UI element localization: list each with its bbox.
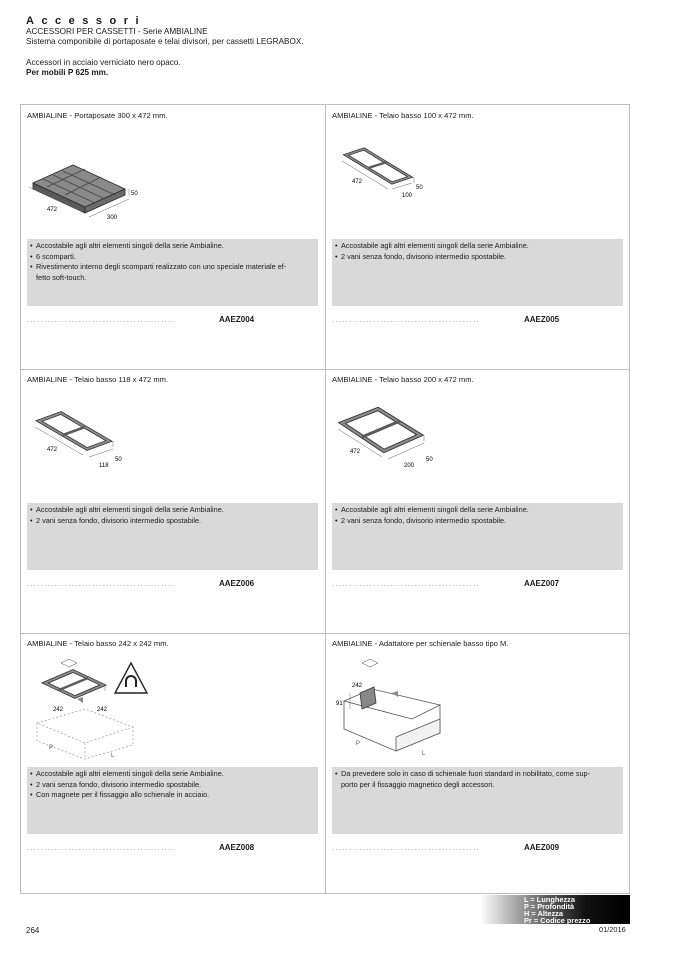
product-title: AMBIALINE - Telaio basso 242 x 242 mm. bbox=[27, 639, 169, 648]
product-code-row bbox=[27, 315, 257, 324]
dimension-label: 118 bbox=[99, 463, 109, 469]
product-card-aaez008 bbox=[21, 633, 326, 897]
feature-item: • Accostabile agli altri elementi singoli della serie Ambialine. bbox=[335, 505, 619, 516]
leader-dots: ........................................... bbox=[27, 317, 176, 324]
dimension-label: 50 bbox=[416, 185, 423, 191]
depth-note: Per mobili P 625 mm. bbox=[26, 68, 109, 78]
dimension-label: 50 bbox=[131, 191, 138, 197]
product-code: AAEZ005 bbox=[524, 315, 560, 324]
feature-list bbox=[27, 767, 318, 834]
product-code-row bbox=[332, 579, 562, 588]
feature-item: • Da prevedere solo in caso di schienale fuori standard in nobilitato, come sup- bbox=[335, 769, 619, 780]
low-frame-drawing bbox=[25, 389, 205, 497]
dimension-label: 91 bbox=[336, 701, 343, 707]
edition-date: 01/2016 bbox=[599, 925, 626, 934]
product-code-row bbox=[332, 843, 562, 852]
square-frame-drawing bbox=[25, 653, 205, 761]
feature-list bbox=[332, 767, 623, 834]
product-card-aaez009 bbox=[326, 633, 631, 897]
feature-item: • Accostabile agli altri elementi singoli della serie Ambialine. bbox=[30, 241, 314, 252]
feature-item: • 2 vani senza fondo, divisorio intermedio spostabile. bbox=[30, 516, 314, 527]
product-title: AMBIALINE - Portaposate 300 x 472 mm. bbox=[27, 111, 168, 120]
dimension-label: 50 bbox=[426, 457, 433, 463]
feature-item: • Rivestimento interno degli scomparti realizzato con uno speciale materiale ef- bbox=[30, 262, 314, 273]
leader-dots: ........................................... bbox=[27, 581, 176, 588]
product-card-aaez004 bbox=[21, 105, 326, 369]
product-title: AMBIALINE - Telaio basso 100 x 472 mm. bbox=[332, 111, 474, 120]
product-code: AAEZ007 bbox=[524, 579, 560, 588]
section-description: Sistema componibile di portaposate e telai divisori, per cassetti LEGRABOX. bbox=[26, 37, 304, 47]
product-code: AAEZ008 bbox=[219, 843, 255, 852]
leader-dots: ........................................... bbox=[332, 317, 481, 324]
product-title: AMBIALINE - Telaio basso 118 x 472 mm. bbox=[27, 375, 169, 384]
legend-item: P = Profondità bbox=[524, 902, 575, 911]
legend-item: Pr = Codice prezzo bbox=[524, 916, 591, 925]
feature-list bbox=[27, 239, 318, 306]
low-frame-drawing bbox=[330, 389, 510, 497]
dimension-label: P bbox=[49, 745, 54, 751]
feature-item: • 2 vani senza fondo, divisorio intermedio spostabile. bbox=[335, 252, 619, 263]
feature-list bbox=[332, 239, 623, 306]
product-code-row bbox=[332, 315, 562, 324]
product-code: AAEZ006 bbox=[219, 579, 255, 588]
dimension-label: 472 bbox=[352, 179, 363, 185]
leader-dots: ........................................... bbox=[332, 581, 481, 588]
dimension-label: L bbox=[422, 751, 426, 757]
feature-item-continued: fetto soft-touch. bbox=[36, 272, 87, 282]
page-header bbox=[26, 16, 304, 79]
dimension-legend bbox=[480, 895, 630, 924]
dimension-label: 100 bbox=[402, 193, 413, 199]
dimension-label: 50 bbox=[115, 457, 122, 463]
product-code: AAEZ009 bbox=[524, 843, 560, 852]
dimension-label: 472 bbox=[47, 447, 58, 453]
dimension-label: 242 bbox=[352, 683, 363, 689]
feature-list bbox=[27, 503, 318, 570]
product-code-row bbox=[27, 843, 257, 852]
dimension-label: 200 bbox=[404, 463, 415, 469]
section-subtitle: ACCESSORI PER CASSETTI - Serie AMBIALINE bbox=[26, 26, 208, 36]
back-panel-adapter-drawing bbox=[330, 653, 510, 761]
feature-item-continued: porto per il fissaggio magnetico degli accessori. bbox=[341, 779, 495, 789]
leader-dots: ........................................... bbox=[332, 845, 481, 852]
product-card-aaez007 bbox=[326, 369, 631, 633]
dimension-label: P bbox=[356, 741, 361, 747]
dimension-label: L bbox=[111, 753, 115, 759]
feature-item: • Accostabile agli altri elementi singoli della serie Ambialine. bbox=[335, 241, 619, 252]
cutlery-tray-drawing bbox=[25, 125, 205, 233]
feature-item: • Accostabile agli altri elementi singoli della serie Ambialine. bbox=[30, 769, 314, 780]
product-title: AMBIALINE - Telaio basso 200 x 472 mm. bbox=[332, 375, 474, 384]
product-grid bbox=[20, 104, 630, 894]
product-code-row bbox=[27, 579, 257, 588]
product-card-aaez006 bbox=[21, 369, 326, 633]
magnet-warning-icon bbox=[115, 663, 147, 693]
feature-item: • Con magnete per il fissaggio allo schienale in acciaio. bbox=[30, 790, 314, 801]
leader-dots: ........................................... bbox=[27, 845, 176, 852]
dimension-label: 472 bbox=[47, 207, 58, 213]
legend-item: L = Lunghezza bbox=[524, 895, 575, 904]
dimension-label: 472 bbox=[350, 449, 361, 455]
feature-list bbox=[332, 503, 623, 570]
dimension-label: 242 bbox=[97, 707, 108, 713]
feature-item: • 6 scomparti. bbox=[30, 252, 314, 263]
page-number: 264 bbox=[26, 926, 40, 935]
product-card-aaez005 bbox=[326, 105, 631, 369]
dimension-label: 242 bbox=[53, 707, 64, 713]
finish-note: Accessori in acciaio verniciato nero opaco. bbox=[26, 57, 181, 67]
product-code: AAEZ004 bbox=[219, 315, 255, 324]
feature-item: • 2 vani senza fondo, divisorio intermedio spostabile. bbox=[30, 780, 314, 791]
dimension-label: 300 bbox=[107, 215, 118, 221]
low-frame-drawing bbox=[330, 125, 510, 233]
feature-item: • 2 vani senza fondo, divisorio intermedio spostabile. bbox=[335, 516, 619, 527]
product-title: AMBIALINE - Adattatore per schienale basso tipo M. bbox=[332, 639, 509, 648]
legend-item: H = Altezza bbox=[524, 909, 563, 918]
feature-item: • Accostabile agli altri elementi singoli della serie Ambialine. bbox=[30, 505, 314, 516]
section-title: Accessori bbox=[26, 15, 147, 27]
